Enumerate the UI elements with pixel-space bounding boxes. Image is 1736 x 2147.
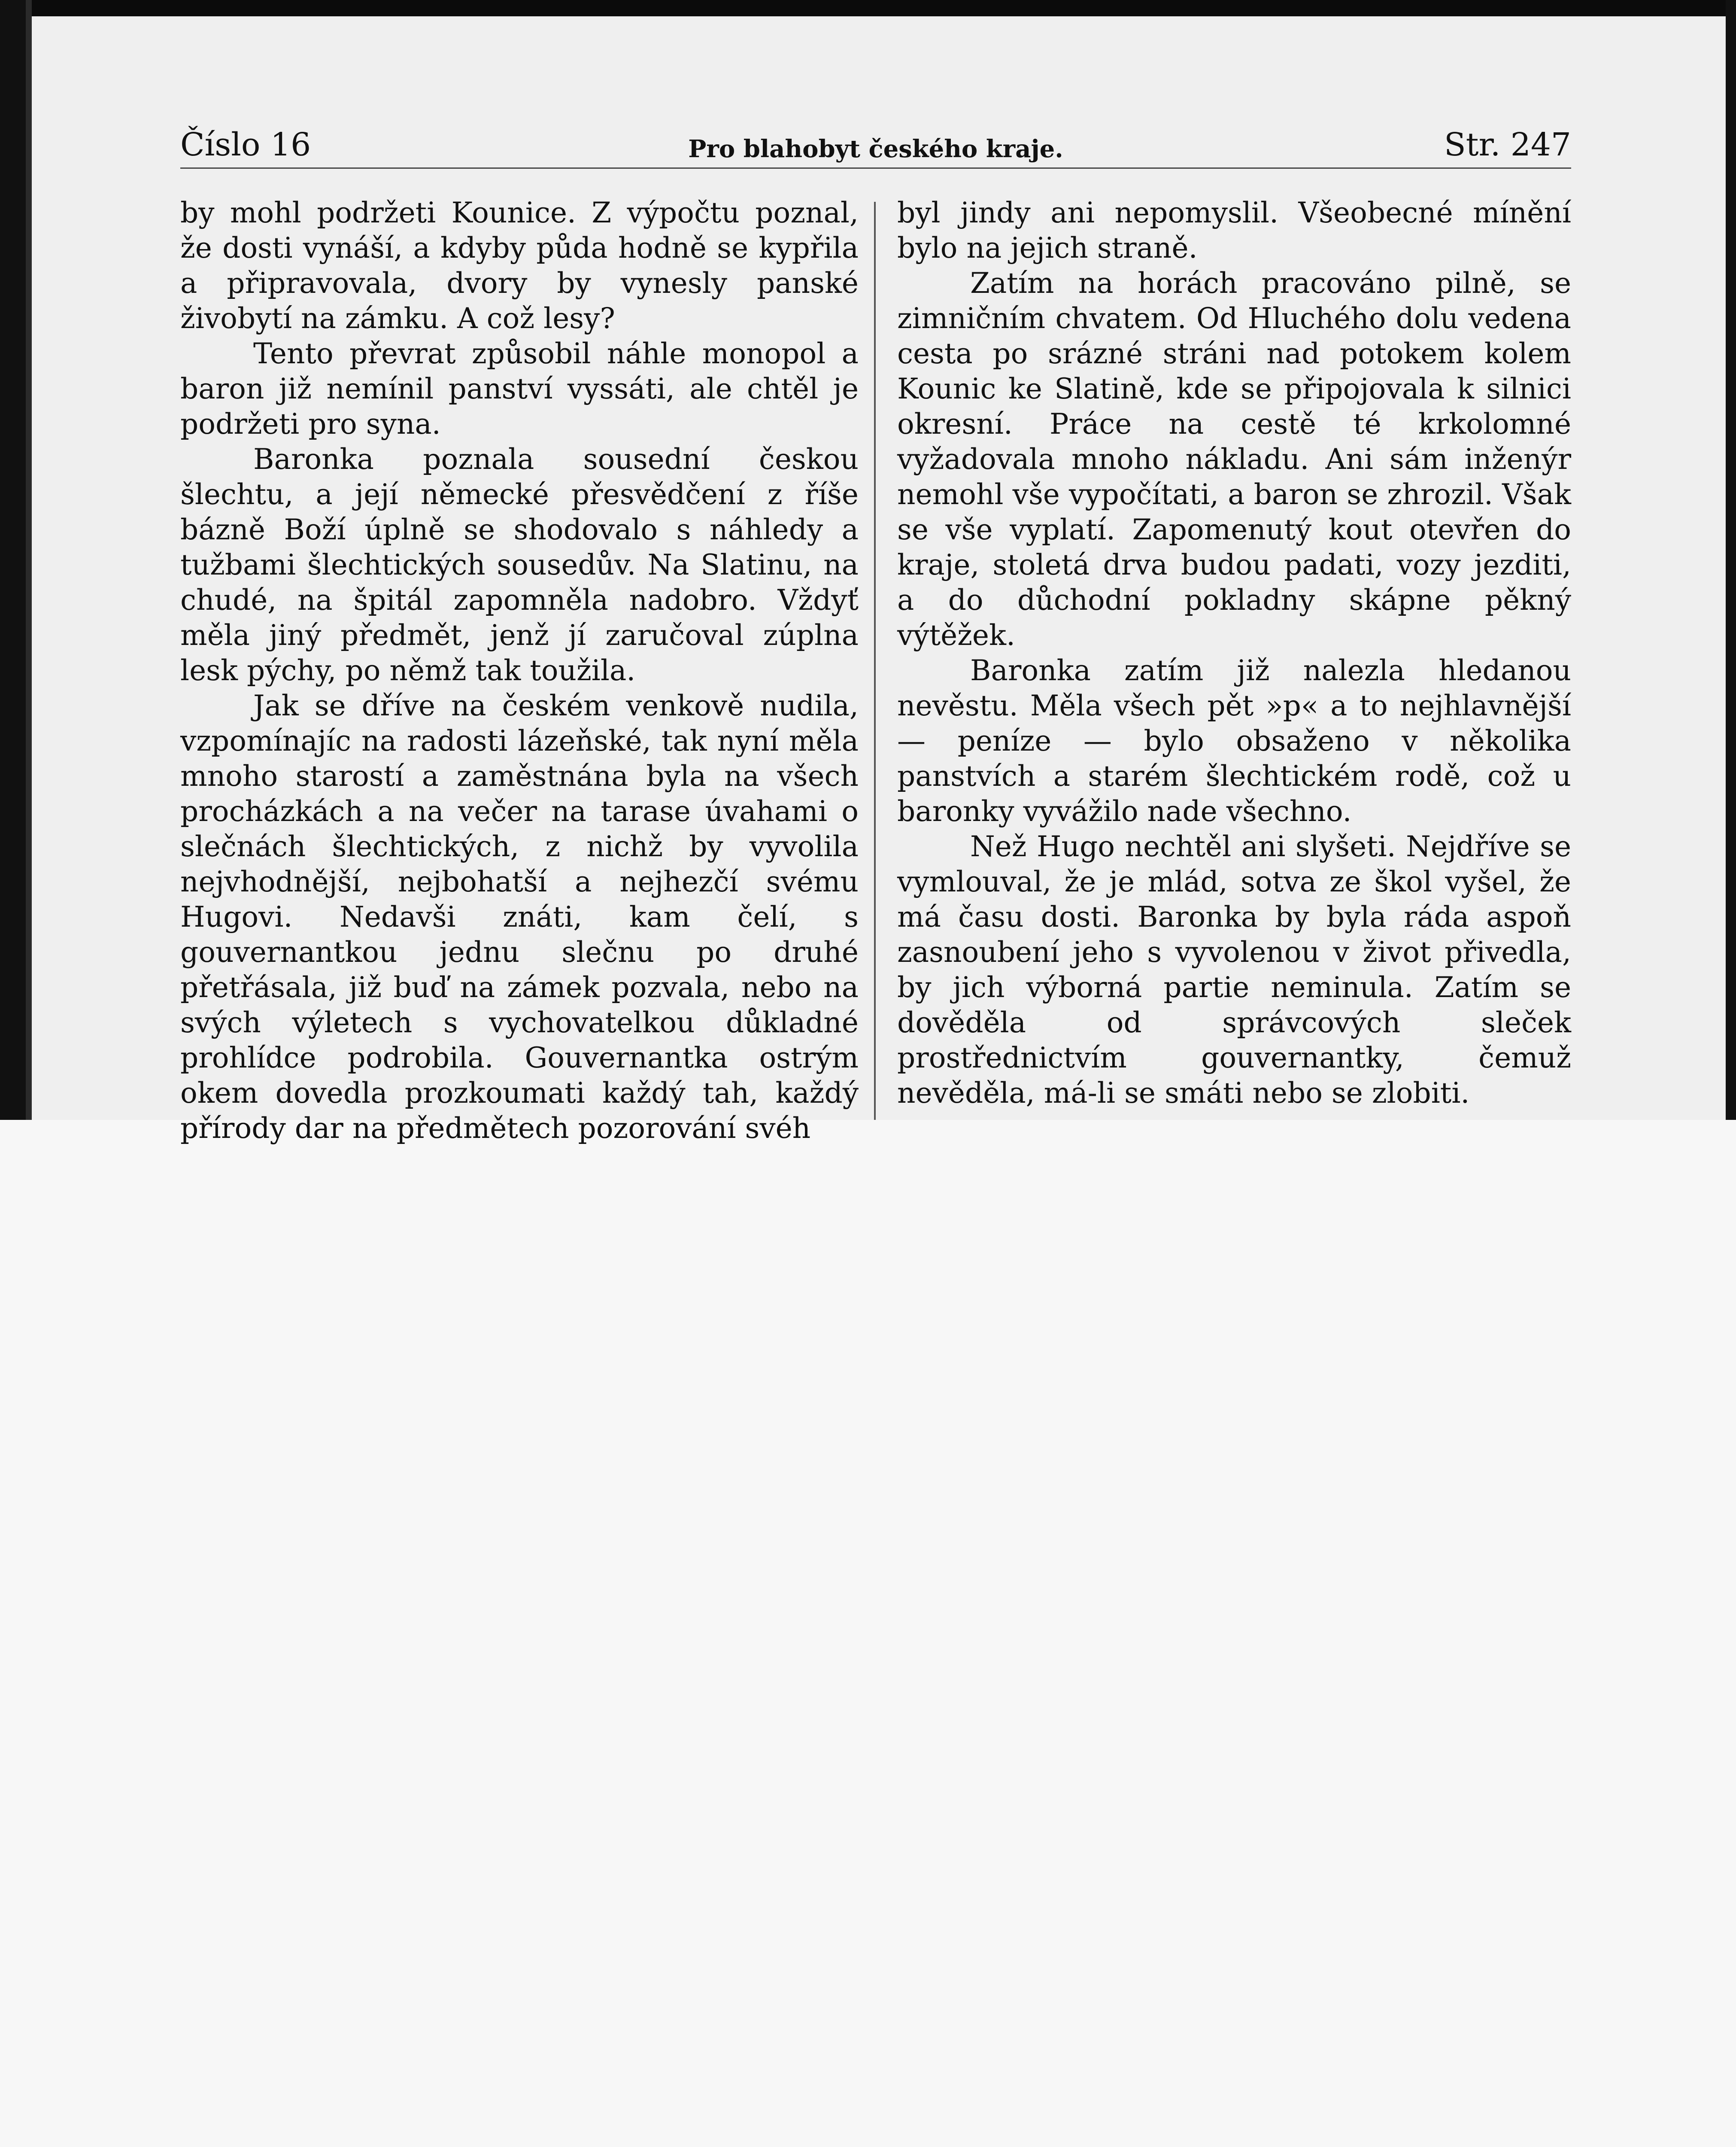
- left-column: [180, 195, 859, 1146]
- paragraph: Baronka poznala sousední českou šlechtu, a její německé přesvědčení z říše bázně Boží úplně se shodovalo s náhledy a tužbami šlechtických sousedův. Na Slatinu, na chudé, na špitál zapomněla nadobro. Vždyť měla jiný předmět, jenž jí zaručoval zúplna lesk pýchy, po němž tak toužila.: [180, 443, 859, 687]
- paragraph: by mohl podržeti Kounice. Z výpočtu poznal, že dosti vynáší, a kdyby půda hodně se kypřila a připravovala, dvory by vynesly panské živobytí na zámku. A což lesy?: [180, 196, 859, 335]
- scan-top-border: [0, 0, 1736, 16]
- right-column: [897, 195, 1571, 1111]
- issue-number: Číslo 16: [180, 126, 311, 163]
- paragraph: Než Hugo nechtěl ani slyšeti. Nejdříve se vymlouval, že je mlád, sotva ze škol vyšel, že má času dosti. Baronka by byla ráda aspoň zasnoubení jeho s vyvolenou v život přivedla, by jich výborná partie neminula. Zatím se dověděla od správcových sleček prostřednictvím gouvernantky, čemuž nevěděla, má-li se smáti nebo se zlobiti.: [897, 830, 1571, 1110]
- paragraph: byl jindy ani nepomyslil. Všeobecné mínění bylo na jejich straně.: [897, 196, 1571, 265]
- scan-left-border: [0, 0, 26, 1120]
- scan-right-border: [1726, 0, 1736, 1120]
- page-number: Str. 247: [1444, 126, 1571, 163]
- paragraph: Zatím na horách pracováno pilně, se zimničním chvatem. Od Hluchého dolu vedena cesta po srázné stráni nad potokem kolem Kounic ke Slatině, kde se připojovala k silnici okresní. Práce na cestě té krkolomné vyžadovala mnoho nákladu. Ani sám inženýr nemohl vše vypočítati, a baron se zhrozil. Však se vše vyplatí. Zapomenutý kout otevřen do kraje, stoletá drva budou padati, vozy jezditi, a do důchodní pokladny skápne pěkný výtěžek.: [897, 267, 1571, 652]
- running-title: Pro blahobyt českého kraje.: [688, 135, 1063, 163]
- paragraph: Tento převrat způsobil náhle monopol a baron již nemínil panství vyssáti, ale chtěl je podržeti pro syna.: [180, 337, 859, 441]
- column-divider: [874, 202, 876, 1120]
- page-header: [180, 120, 1571, 169]
- scan-binding-strip: [26, 0, 32, 1120]
- paragraph: Jak se dříve na českém venkově nudila, vzpomínajíc na radosti lázeňské, tak nyní měla mnoho starostí a zaměstnána byla na všech procházkách a na večer na tarase úvahami o slečnách šlechtických, z nichž by vyvolila nejvhodnější, nejbohatší a nejhezčí svému Hugovi. Nedavši znáti, kam čelí, s gouvernantkou jednu slečnu po druhé přetřásala, již buď na zámek pozvala, nebo na svých výletech s vychovatelkou důkladné prohlídce podrobila. Gouvernantka ostrým okem dovedla prozkoumati každý tah, každý přírody dar na předmětech pozorování svéh: [180, 689, 859, 1145]
- paragraph: Baronka zatím již nalezla hledanou nevěstu. Měla všech pět »p« a to nejhlavnější — peníze — bylo obsaženo v několika panstvích a starém šlechtickém rodě, což u baronky vyvážilo nade všechno.: [897, 654, 1571, 828]
